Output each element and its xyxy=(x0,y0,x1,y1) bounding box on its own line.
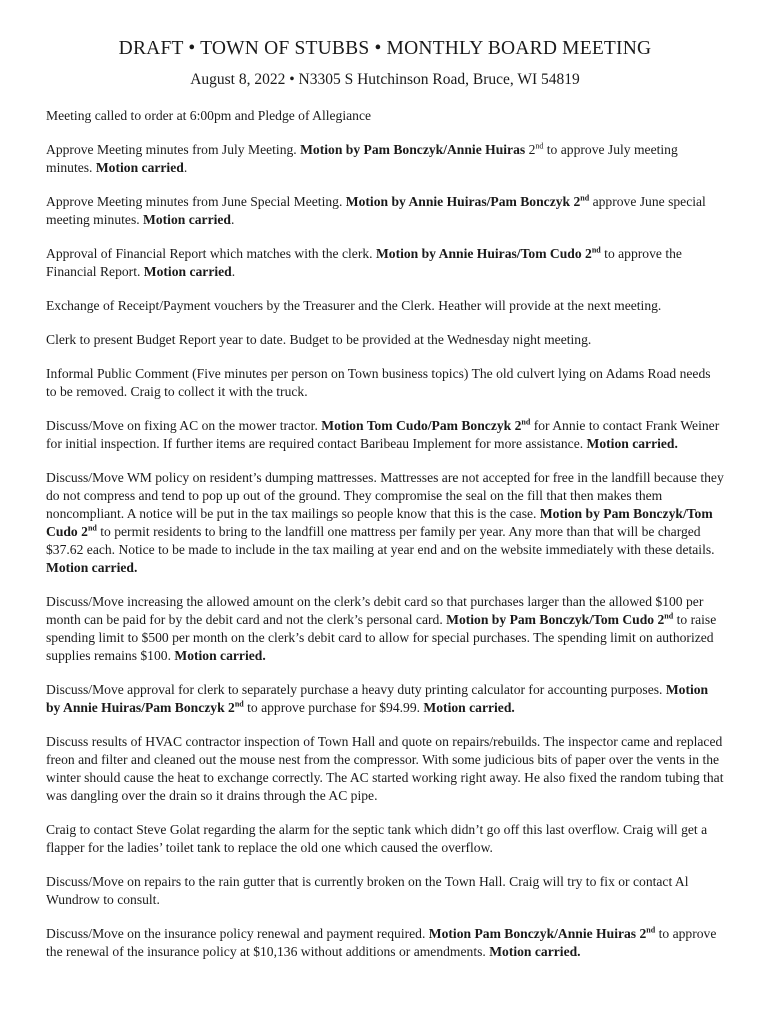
item-text: Discuss/Move on the insurance policy renewal and payment required. xyxy=(46,926,429,941)
ordinal-suffix: nd xyxy=(580,193,590,203)
agenda-item-public-comment: Informal Public Comment (Five minutes per person on Town business topics) The old culvert lying on Adams Road needs to be removed. Craig to collect it with the truck. xyxy=(46,366,711,399)
item-text: . xyxy=(183,160,188,175)
item-text: . xyxy=(231,212,235,227)
document-subtitle: August 8, 2022 • N3305 S Hutchinson Road, Bruce, WI 54819 xyxy=(190,71,580,88)
motion-result: Motion carried. xyxy=(489,944,581,959)
motion-result: Motion carried. xyxy=(423,700,515,715)
motion-result: Motion carried. xyxy=(586,436,678,451)
item-text: Approval of Financial Report which matches with the clerk. xyxy=(46,246,376,261)
motion-result: Motion carried xyxy=(95,160,184,175)
motion-text: Motion by Annie Huiras/Pam Bonczyk 2 xyxy=(46,682,709,715)
agenda-item-mower-ac xyxy=(46,417,724,453)
item-text: Discuss/Move approval for clerk to separately purchase a heavy duty printing calculator for accounting purposes. xyxy=(46,682,666,697)
motion-text: Motion Tom Cudo/Pam Bonczyk 2 xyxy=(321,418,522,433)
agenda-item-call-to-order: Meeting called to order at 6:00pm and Pledge of Allegiance xyxy=(46,108,372,123)
agenda-item-insurance xyxy=(46,925,724,961)
motion-text: Motion by Pam Bonczyk/Tom Cudo 2 xyxy=(446,612,665,627)
item-text: to raise spending limit to $500 per month on the clerk’s debit card to allow for special purchases. The spending limit on authorized supplies remains $100. xyxy=(46,612,717,663)
ordinal-suffix: nd xyxy=(664,611,674,621)
ordinal-suffix: nd xyxy=(646,925,656,935)
item-text: Discuss/Move increasing the allowed amount on the clerk’s debit card so that purchases larger than the allowed $100 per month can be paid for by the debit card and not the clerk’s personal card. xyxy=(46,594,704,627)
item-text: for Annie to contact Frank Weiner for initial inspection. If further items are required contact Baribeau Implement for more assistance. xyxy=(46,418,720,451)
agenda-item-debit-card xyxy=(46,593,724,665)
agenda-item-septic-alarm: Craig to contact Steve Golat regarding the alarm for the septic tank which didn’t go off this last overflow. Craig will get a flapper for the ladies’ toilet tank to replace the old one which caused the overflow. xyxy=(46,822,708,855)
motion-text: Motion Pam Bonczyk/Annie Huiras 2 xyxy=(428,926,647,941)
motion-text: Motion by Annie Huiras/Tom Cudo 2 xyxy=(375,246,592,261)
agenda-item-hvac: Discuss results of HVAC contractor inspection of Town Hall and quote on repairs/rebuilds. The inspector came and replaced freon and filter and cleaned out the mouse nest from the compressor. With some judicious bits of paper over the vents in the winter should cause the heat to exchange correctly. The AC started working right away. He also fixed the random tubing that was dangling over the drain so it drains through the AC pipe. xyxy=(46,734,724,803)
agenda-item-financial-report xyxy=(46,245,724,281)
item-text: Approve Meeting minutes from June Special Meeting. xyxy=(46,194,346,209)
item-text: Approve Meeting minutes from July Meeting. xyxy=(46,142,301,157)
ordinal-suffix: nd xyxy=(87,523,97,533)
item-text: approve June special meeting minutes. xyxy=(46,194,706,227)
motion-text: Motion by Annie Huiras/Pam Bonczyk 2 xyxy=(345,194,581,209)
motion-text: Motion by Pam Bonczyk/Tom Cudo 2 xyxy=(46,506,713,539)
agenda-item-june-minutes xyxy=(46,193,724,229)
agenda-item-mattress-policy xyxy=(46,469,724,577)
motion-result: Motion carried xyxy=(143,264,232,279)
motion-result: Motion carried xyxy=(143,212,231,227)
motion-text: Motion by Pam Bonczyk/Annie Huiras xyxy=(300,142,526,157)
agenda-item-budget-report: Clerk to present Budget Report year to date. Budget to be provided at the Wednesday night meeting. xyxy=(46,332,592,347)
item-text: to approve the renewal of the insurance policy at $10,136 without additions or amendments. xyxy=(46,926,717,959)
document-title: DRAFT • TOWN OF STUBBS • MONTHLY BOARD MEETING xyxy=(118,38,652,59)
agenda-item-vouchers: Exchange of Receipt/Payment vouchers by the Treasurer and the Clerk. Heather will provide at the next meeting. xyxy=(46,298,662,313)
agenda-item-rain-gutter: Discuss/Move on repairs to the rain gutter that is currently broken on the Town Hall. Craig will try to fix or contact Al Wundrow to consult. xyxy=(46,874,689,907)
agenda-item-calculator xyxy=(46,681,724,717)
item-text: to approve purchase for $94.99. xyxy=(243,700,424,715)
item-text: to permit residents to bring to the landfill one mattress per family per year. Any more than that will be charged $37.62 each. Notice to be made to include in the tax mailing at year end and on the website immediately with these details. xyxy=(46,524,715,557)
ordinal-suffix: nd xyxy=(591,245,601,255)
ordinal-suffix: nd xyxy=(234,699,244,709)
motion-result: Motion carried. xyxy=(174,648,266,663)
item-text: Discuss/Move on fixing AC on the mower tractor. xyxy=(46,418,322,433)
ordinal-suffix: nd xyxy=(521,417,531,427)
ordinal-suffix: nd xyxy=(535,141,544,151)
item-text: to approve the Financial Report. xyxy=(46,246,682,279)
item-text: Discuss/Move WM policy on resident’s dumping mattresses. Mattresses are not accepted for free in the landfill because they do not compress and tend to pop up out of the ground. They compromise the seal on the fill that then makes them noncompliant. A notice will be put in the tax mailings so people know that this is the case. xyxy=(46,470,724,521)
motion-result: Motion carried. xyxy=(46,560,138,575)
agenda-item-july-minutes xyxy=(46,141,724,177)
item-text: . xyxy=(231,264,236,279)
item-text: 2 xyxy=(525,142,536,157)
item-text: to approve July meeting minutes. xyxy=(46,142,678,175)
